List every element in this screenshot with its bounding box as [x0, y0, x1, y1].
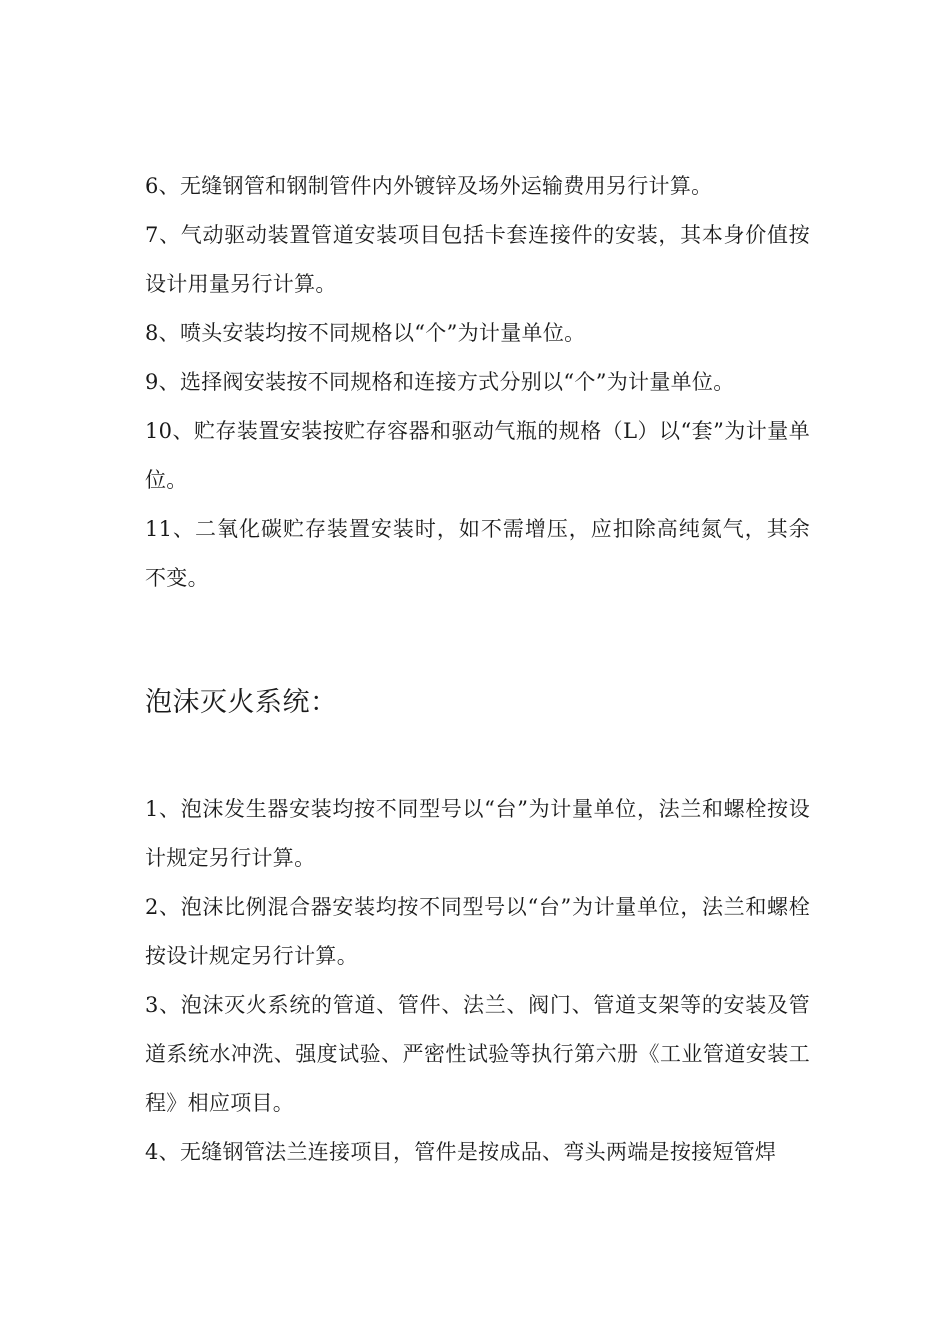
paragraph-item-11: 11、二氧化碳贮存装置安装时，如不需增压，应扣除高纯氮气，其余不变。	[145, 517, 810, 590]
spacer	[145, 729, 810, 785]
section-title: 泡沫灭火系统：	[145, 687, 338, 718]
paragraph-item-8: 8、喷头安装均按不同规格以“个”为计量单位。	[145, 321, 586, 345]
page-content	[145, 162, 810, 1177]
paragraph-item-9: 9、选择阀安装按不同规格和连接方式分别以“个”为计量单位。	[145, 370, 735, 394]
foam-paragraph-item-4: 4、无缝钢管法兰连接项目，管件是按成品、弯头两端是按接短管焊	[145, 1140, 777, 1164]
paragraph-item-6: 6、无缝钢管和钢制管件内外镀锌及场外运输费用另行计算。	[145, 174, 713, 198]
spacer	[145, 603, 810, 677]
foam-paragraph-item-1: 1、泡沫发生器安装均按不同型号以“台”为计量单位，法兰和螺栓按设计规定另行计算。	[145, 797, 810, 870]
paragraph-item-7: 7、气动驱动装置管道安装项目包括卡套连接件的安装，其本身价值按设计用量另行计算。	[145, 223, 810, 296]
paragraph-item-10: 10、贮存装置安装按贮存容器和驱动气瓶的规格（L）以“套”为计量单位。	[145, 419, 810, 492]
foam-paragraph-item-3: 3、泡沫灭火系统的管道、管件、法兰、阀门、管道支架等的安装及管道系统水冲洗、强度试验、严密性试验等执行第六册《工业管道安装工程》相应项目。	[145, 993, 810, 1115]
foam-paragraph-item-2: 2、泡沫比例混合器安装均按不同型号以“台”为计量单位，法兰和螺栓按设计规定另行计算。	[145, 895, 810, 968]
